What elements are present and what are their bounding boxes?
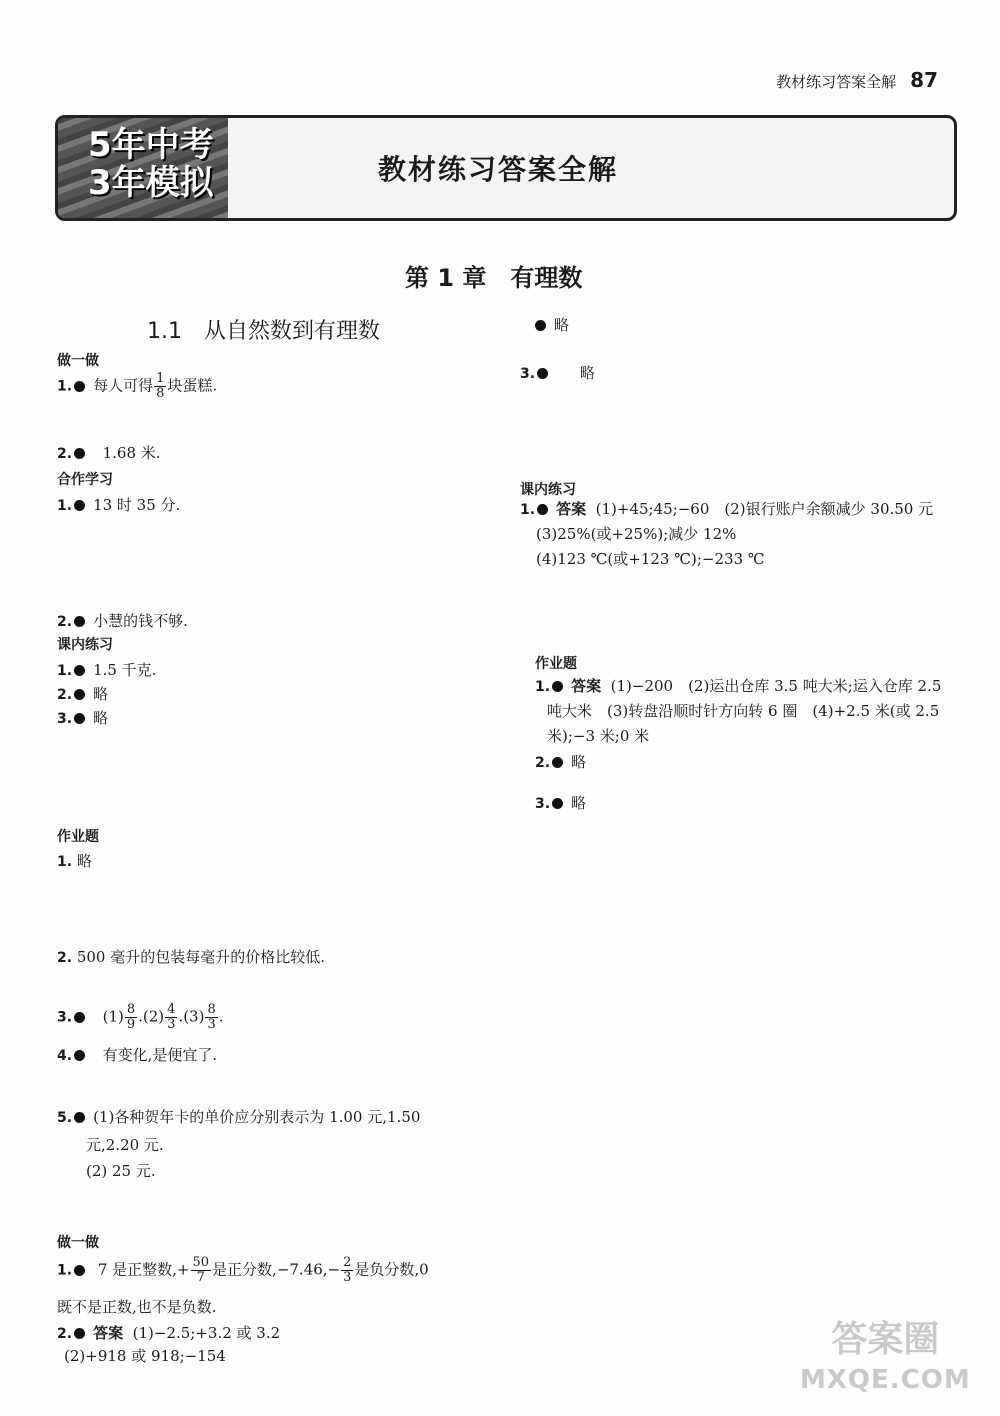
item-number: 3. xyxy=(520,366,536,382)
fraction xyxy=(154,372,166,401)
answer-text: . xyxy=(218,1007,224,1026)
answer-line xyxy=(57,683,108,704)
heading-hezuo: 合作学习 xyxy=(57,472,113,488)
bullet-icon xyxy=(74,713,85,724)
bullet-icon xyxy=(74,616,85,627)
answer-text: 略 xyxy=(571,794,587,812)
answer-line xyxy=(520,498,933,519)
running-header xyxy=(776,68,938,92)
answer-text: 7 是正整数,+ xyxy=(97,1260,190,1279)
answer-line xyxy=(57,850,92,871)
fraction xyxy=(165,1003,177,1032)
bullet-icon xyxy=(74,1328,85,1339)
item-number: 1. xyxy=(57,663,73,679)
answer-line xyxy=(57,494,180,515)
fraction xyxy=(125,1003,137,1032)
item-number: 3. xyxy=(57,1009,73,1026)
item-number: 4. xyxy=(57,1048,73,1064)
bullet-icon xyxy=(552,681,563,692)
answer-line xyxy=(57,707,108,728)
item-number: 1. xyxy=(520,502,536,518)
heading-kenei: 课内练习 xyxy=(57,637,113,653)
bullet-icon xyxy=(74,1050,85,1061)
bullet-icon xyxy=(74,1112,85,1123)
fraction xyxy=(191,1256,212,1285)
bullet-icon xyxy=(552,798,563,809)
answer-text: .(3) xyxy=(178,1007,205,1026)
answer-text: 既不是正数,也不是负数. xyxy=(57,1298,217,1316)
answer-line xyxy=(535,792,586,813)
heading-zuoyizuo-2: 做一做 xyxy=(57,1235,99,1251)
section-title: 1.1 从自然数到有理数 xyxy=(147,319,380,344)
bullet-icon xyxy=(537,504,548,515)
bullet-icon xyxy=(74,448,85,459)
item-number: 3. xyxy=(57,711,73,727)
item-number: 1. xyxy=(57,378,73,395)
answer-text: (1)−200 (2)运出仓库 3.5 吨大米;运入仓库 2.5 xyxy=(610,677,942,695)
bullet-icon xyxy=(552,757,563,768)
bullet-icon xyxy=(74,665,85,676)
watermark-line-2: MXQE.COM xyxy=(800,1365,971,1395)
answer-line xyxy=(57,1044,217,1065)
item-number: 2. xyxy=(57,446,73,462)
answer-label: 答案 xyxy=(571,677,602,695)
item-number: 1. xyxy=(57,1262,73,1279)
denominator: 3 xyxy=(167,1017,176,1032)
denominator: 7 xyxy=(196,1270,205,1285)
watermark xyxy=(800,1320,971,1400)
item-number: 1. xyxy=(57,498,73,514)
denominator: 9 xyxy=(126,1017,136,1032)
fraction xyxy=(341,1256,353,1285)
chapter-title: 第 1 章 有理数 xyxy=(405,264,583,292)
answer-text: (4)123 ℃(或+123 ℃);−233 ℃ xyxy=(536,550,765,568)
answer-line xyxy=(533,314,569,335)
numerator: 8 xyxy=(126,1002,136,1017)
denominator: 3 xyxy=(207,1017,216,1032)
bullet-icon xyxy=(537,368,548,379)
item-number: 2. xyxy=(57,950,73,966)
answer-text: (3)25%(或+25%);减少 12% xyxy=(536,525,737,543)
numerator: 4 xyxy=(167,1002,176,1017)
answer-text: 略 xyxy=(93,685,109,703)
answer-line xyxy=(57,1003,224,1032)
answer-text: (1)+45;45;−60 (2)银行账户余额减少 30.50 元 xyxy=(595,500,934,518)
answer-text: 略 xyxy=(93,709,109,727)
answer-text: 略 xyxy=(579,364,595,382)
answer-line xyxy=(57,442,161,463)
answer-text: 块蛋糕. xyxy=(167,376,218,395)
heading-zuoye: 作业题 xyxy=(57,829,99,845)
answer-text: 13 时 35 分. xyxy=(93,496,181,514)
answer-text: 元,2.20 元. xyxy=(86,1136,164,1154)
answer-line xyxy=(535,751,586,772)
answer-text: 是正分数,−7.46,− xyxy=(212,1260,341,1279)
answer-text: (1) xyxy=(102,1007,124,1026)
numerator: 1 xyxy=(156,371,165,386)
bullet-icon xyxy=(74,689,85,700)
denominator: 3 xyxy=(343,1270,352,1285)
denominator: 8 xyxy=(156,386,165,401)
answer-line xyxy=(57,659,156,680)
running-title: 教材练习答案全解 xyxy=(776,73,897,91)
answer-text: 小慧的钱不够. xyxy=(93,612,188,630)
banner-title: 教材练习答案全解 xyxy=(378,153,619,186)
answer-text: 略 xyxy=(76,852,92,870)
numerator: 50 xyxy=(192,1255,210,1270)
logo-line-1: 5年中考 xyxy=(88,125,214,165)
answer-line xyxy=(520,362,595,383)
answer-text: (2)+918 或 918;−154 xyxy=(64,1347,226,1365)
logo-line-2: 3年模拟 xyxy=(88,163,214,203)
heading-kenei-right: 课内练习 xyxy=(520,482,576,498)
fraction xyxy=(205,1003,217,1032)
answer-text: 500 毫升的包装每毫升的价格比较低. xyxy=(76,948,326,966)
answer-text: 1.68 米. xyxy=(102,444,161,462)
page-number: 87 xyxy=(910,68,938,92)
bullet-icon xyxy=(74,1265,85,1276)
bullet-icon xyxy=(74,500,85,511)
answer-text: 略 xyxy=(571,753,587,771)
item-number: 2. xyxy=(57,1326,73,1342)
answer-text: 每人可得 xyxy=(93,376,154,395)
item-number: 2. xyxy=(57,614,73,630)
answer-text: 有变化,是便宜了. xyxy=(102,1046,218,1064)
answer-line xyxy=(535,675,941,696)
answer-line xyxy=(57,1256,429,1285)
item-number: 1. xyxy=(57,854,73,870)
answer-line xyxy=(57,1106,420,1127)
bullet-icon xyxy=(535,320,546,331)
item-number: 2. xyxy=(535,755,551,771)
answer-text: (1)各种贺年卡的单价应分别表示为 1.00 元,1.50 xyxy=(93,1108,421,1126)
answer-line xyxy=(57,610,188,631)
answer-line xyxy=(57,946,325,967)
logo-text xyxy=(88,126,214,202)
answer-text: .(2) xyxy=(138,1007,165,1026)
answer-label: 答案 xyxy=(556,500,587,518)
answer-text: (1)−2.5;+3.2 或 3.2 xyxy=(132,1324,281,1342)
item-number: 3. xyxy=(535,796,551,812)
title-banner xyxy=(55,115,957,221)
answer-label: 答案 xyxy=(93,1324,124,1342)
watermark-line-1: 答案圈 xyxy=(831,1319,940,1360)
heading-zuoye-right: 作业题 xyxy=(535,656,577,672)
numerator: 2 xyxy=(343,1255,352,1270)
item-number: 5. xyxy=(57,1110,73,1126)
item-number: 2. xyxy=(57,687,73,703)
answer-text: 1.5 千克. xyxy=(93,661,157,679)
bullet-icon xyxy=(74,1012,85,1023)
answer-text: 吨大米 (3)转盘沿顺时针方向转 6 圈 (4)+2.5 米(或 2.5 xyxy=(547,702,940,720)
answer-text: 是负分数,0 xyxy=(354,1260,429,1279)
numerator: 8 xyxy=(207,1002,216,1017)
bullet-icon xyxy=(74,381,85,392)
answer-text: 米);−3 米;0 米 xyxy=(547,727,650,745)
heading-zuoyizuo: 做一做 xyxy=(57,353,99,369)
answer-line xyxy=(57,1322,280,1343)
answer-text: 略 xyxy=(554,316,570,334)
item-number: 1. xyxy=(535,679,551,695)
answer-text: (2) 25 元. xyxy=(86,1162,156,1180)
answer-line xyxy=(57,372,217,401)
